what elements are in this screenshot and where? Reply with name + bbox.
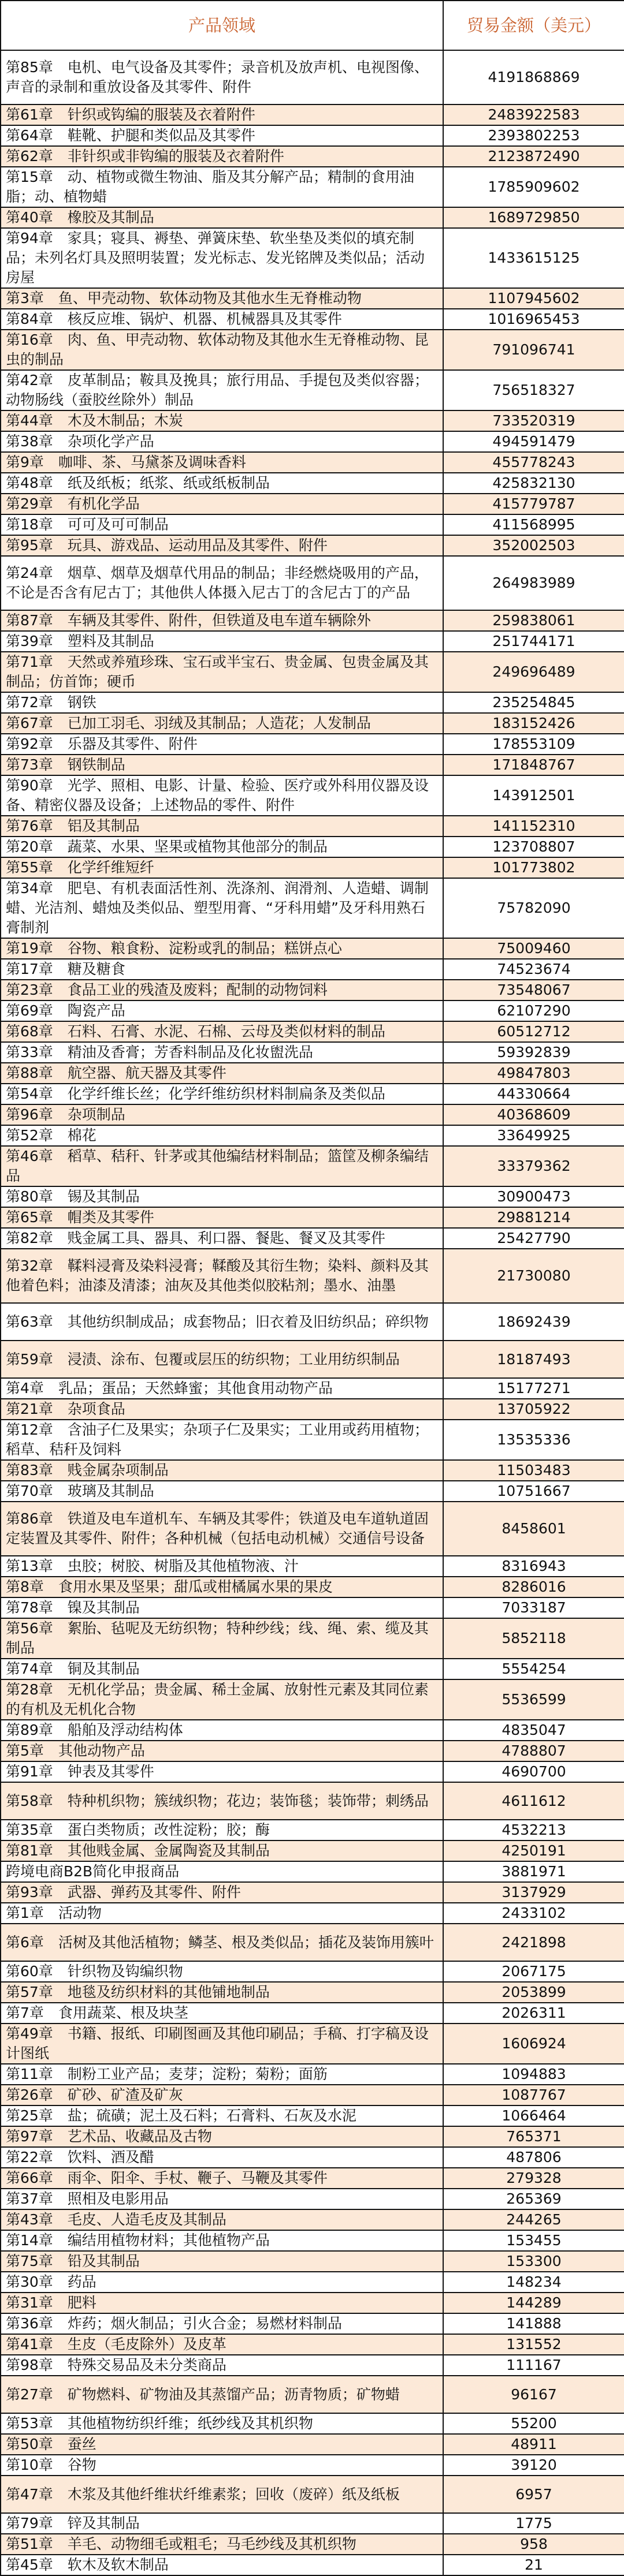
product-category-cell: 第83章 贱金属杂项制品 bbox=[1, 1460, 443, 1481]
table-row bbox=[1, 610, 624, 631]
table-row bbox=[1, 2293, 624, 2313]
product-category-cell: 第84章 核反应堆、锅炉、机器、机械器具及其零件 bbox=[1, 309, 443, 330]
product-category-cell: 第7章 食用蔬菜、根及块茎 bbox=[1, 2003, 443, 2024]
trade-amount-cell: 2393802253 bbox=[443, 125, 624, 146]
table-row bbox=[1, 1378, 624, 1399]
table-row bbox=[1, 1341, 624, 1378]
trade-amount-cell: 3881971 bbox=[443, 1861, 624, 1882]
trade-amount-cell: 235254845 bbox=[443, 692, 624, 713]
trade-amount-cell: 62107290 bbox=[443, 1000, 624, 1021]
product-category-cell: 第37章 照相及电影用品 bbox=[1, 2189, 443, 2209]
table-row bbox=[1, 2064, 624, 2085]
product-category-cell: 第25章 盐；硫磺；泥土及石料；石膏料、石灰及水泥 bbox=[1, 2105, 443, 2126]
product-category-cell: 第98章 特殊交易品及未分类商品 bbox=[1, 2355, 443, 2376]
trade-amount-cell: 249696489 bbox=[443, 652, 624, 692]
table-row bbox=[1, 1146, 624, 1186]
trade-amount-cell: 1689729850 bbox=[443, 207, 624, 228]
product-category-cell: 第42章 皮革制品；鞍具及挽具；旅行用品、手提包及类似容器；动物肠线（蚕胶丝除外）制品 bbox=[1, 370, 443, 410]
trade-amount-cell: 49847803 bbox=[443, 1063, 624, 1084]
table-row bbox=[1, 1924, 624, 1961]
trade-amount-cell: 2483922583 bbox=[443, 104, 624, 125]
table-row bbox=[1, 2313, 624, 2334]
table-row bbox=[1, 125, 624, 146]
table-row bbox=[1, 938, 624, 959]
table-row bbox=[1, 2334, 624, 2355]
trade-amount-cell: 1016965453 bbox=[443, 309, 624, 330]
trade-amount-cell: 143912501 bbox=[443, 775, 624, 816]
trade-amount-cell: 4611612 bbox=[443, 1782, 624, 1820]
product-category-cell: 第36章 炸药；烟火制品；引火合金；易燃材料制品 bbox=[1, 2313, 443, 2334]
table-row bbox=[1, 2455, 624, 2476]
table-row bbox=[1, 2230, 624, 2251]
table-row bbox=[1, 1556, 624, 1577]
table-row bbox=[1, 146, 624, 167]
table-row bbox=[1, 1618, 624, 1659]
product-category-cell: 第80章 锡及其制品 bbox=[1, 1186, 443, 1207]
product-category-cell: 第3章 鱼、甲壳动物、软体动物及其他水生无脊椎动物 bbox=[1, 288, 443, 309]
trade-amount-cell: 171848767 bbox=[443, 755, 624, 775]
trade-amount-cell: 13535336 bbox=[443, 1420, 624, 1460]
product-category-cell: 第91章 钟表及其零件 bbox=[1, 1761, 443, 1782]
trade-amount-cell: 101773802 bbox=[443, 857, 624, 878]
product-category-cell: 第22章 饮料、酒及醋 bbox=[1, 2147, 443, 2168]
trade-amount-cell: 59392839 bbox=[443, 1042, 624, 1063]
table-row bbox=[1, 452, 624, 473]
product-category-cell: 第54章 化学纤维长丝；化学纤维纺织材料制扁条及类似品 bbox=[1, 1084, 443, 1104]
trade-amount-cell: 1606924 bbox=[443, 2024, 624, 2064]
product-category-cell: 第48章 纸及纸板；纸浆、纸或纸板制品 bbox=[1, 473, 443, 494]
table-row bbox=[1, 2209, 624, 2230]
trade-amount-cell: 141888 bbox=[443, 2313, 624, 2334]
product-category-cell: 第9章 咖啡、茶、马黛茶及调味香料 bbox=[1, 452, 443, 473]
trade-amount-cell: 8286016 bbox=[443, 1577, 624, 1597]
trade-amount-cell: 5554254 bbox=[443, 1659, 624, 1679]
trade-amount-cell: 4191868869 bbox=[443, 50, 624, 104]
trade-amount-cell: 425832130 bbox=[443, 473, 624, 494]
table-row bbox=[1, 775, 624, 816]
table-row bbox=[1, 2534, 624, 2555]
table-row bbox=[1, 2147, 624, 2168]
trade-amount-cell: 21730080 bbox=[443, 1249, 624, 1303]
product-category-cell: 第74章 铜及其制品 bbox=[1, 1659, 443, 1679]
trade-amount-cell: 15177271 bbox=[443, 1378, 624, 1399]
trade-amount-cell: 153455 bbox=[443, 2230, 624, 2251]
trade-amount-cell: 2053899 bbox=[443, 1982, 624, 2003]
product-category-cell: 第71章 天然或养殖珍珠、宝石或半宝石、贵金属、包贵金属及其制品；仿首饰；硬币 bbox=[1, 652, 443, 692]
trade-amount-cell: 352002503 bbox=[443, 535, 624, 556]
trade-amount-cell: 264983989 bbox=[443, 556, 624, 610]
product-category-cell: 第93章 武器、弹药及其零件、附件 bbox=[1, 1882, 443, 1903]
product-category-cell: 第67章 已加工羽毛、羽绒及其制品；人造花；人发制品 bbox=[1, 713, 443, 734]
product-category-cell: 第87章 车辆及其零件、附件，但铁道及电车道车辆除外 bbox=[1, 610, 443, 631]
trade-amount-cell: 5536599 bbox=[443, 1679, 624, 1720]
product-category-cell: 第33章 精油及香膏；芳香料制品及化妆盥洗品 bbox=[1, 1042, 443, 1063]
product-category-cell: 第69章 陶瓷产品 bbox=[1, 1000, 443, 1021]
table-header bbox=[1, 1, 624, 50]
trade-amount-cell: 4835047 bbox=[443, 1720, 624, 1741]
trade-amount-cell: 40368609 bbox=[443, 1104, 624, 1125]
table-row bbox=[1, 288, 624, 309]
table-row bbox=[1, 1042, 624, 1063]
product-category-cell: 第14章 编结用植物材料；其他植物产品 bbox=[1, 2230, 443, 2251]
product-category-cell: 第58章 特种机织物；簇绒织物；花边；装饰毯；装饰带；刺绣品 bbox=[1, 1782, 443, 1820]
product-category-cell: 第17章 糖及糖食 bbox=[1, 959, 443, 980]
table-row bbox=[1, 2003, 624, 2024]
table-row bbox=[1, 878, 624, 938]
trade-amount-cell: 153300 bbox=[443, 2251, 624, 2272]
table-row bbox=[1, 1961, 624, 1982]
trade-amount-cell: 2067175 bbox=[443, 1961, 624, 1982]
table-row bbox=[1, 857, 624, 878]
product-category-cell: 第90章 光学、照相、电影、计量、检验、医疗或外科用仪器及设备、精密仪器及设备；上述物品的零件、附件 bbox=[1, 775, 443, 816]
table-row bbox=[1, 1659, 624, 1679]
product-category-cell: 第45章 软木及软木制品 bbox=[1, 2555, 443, 2575]
table-row bbox=[1, 2476, 624, 2513]
table-body bbox=[1, 50, 624, 2575]
table-row bbox=[1, 410, 624, 431]
table-row bbox=[1, 330, 624, 370]
trade-amount-cell: 13705922 bbox=[443, 1399, 624, 1420]
trade-amount-cell: 131552 bbox=[443, 2334, 624, 2355]
product-category-cell: 第11章 制粉工业产品；麦芽；淀粉；菊粉；面筋 bbox=[1, 2064, 443, 2085]
product-category-cell: 第31章 肥料 bbox=[1, 2293, 443, 2313]
trade-amount-cell: 111167 bbox=[443, 2355, 624, 2376]
trade-amount-cell: 11503483 bbox=[443, 1460, 624, 1481]
table-row bbox=[1, 2355, 624, 2376]
table-row bbox=[1, 2555, 624, 2575]
product-category-cell: 第19章 谷物、粮食粉、淀粉或乳的制品；糕饼点心 bbox=[1, 938, 443, 959]
product-category-cell: 第92章 乐器及其零件、附件 bbox=[1, 734, 443, 755]
table-row bbox=[1, 959, 624, 980]
table-row bbox=[1, 2085, 624, 2105]
product-category-cell: 第32章 鞣料浸膏及染料浸膏；鞣酸及其衍生物；染料、颜料及其他着色料；油漆及清漆；油灰及其他类似胶粘剂；墨水、油墨 bbox=[1, 1249, 443, 1303]
table-row bbox=[1, 2168, 624, 2189]
table-row bbox=[1, 1597, 624, 1618]
trade-amount-cell: 6957 bbox=[443, 2476, 624, 2513]
product-category-cell: 第5章 其他动物产品 bbox=[1, 1741, 443, 1761]
product-category-cell: 第72章 钢铁 bbox=[1, 692, 443, 713]
product-category-cell: 第66章 雨伞、阳伞、手杖、鞭子、马鞭及其零件 bbox=[1, 2168, 443, 2189]
trade-amount-cell: 1107945602 bbox=[443, 288, 624, 309]
product-category-cell: 第46章 稻草、秸秆、针茅或其他编结材料制品；篮筐及柳条编结品 bbox=[1, 1146, 443, 1186]
table-row bbox=[1, 2024, 624, 2064]
product-category-cell: 第82章 贱金属工具、器具、利口器、餐匙、餐叉及其零件 bbox=[1, 1228, 443, 1249]
trade-amount-cell: 756518327 bbox=[443, 370, 624, 410]
trade-amount-cell: 96167 bbox=[443, 2376, 624, 2413]
product-category-cell: 第1章 活动物 bbox=[1, 1903, 443, 1924]
product-category-cell: 第20章 蔬菜、水果、坚果或植物其他部分的制品 bbox=[1, 837, 443, 857]
trade-amount-cell: 29881214 bbox=[443, 1207, 624, 1228]
product-category-cell: 第86章 铁道及电车道机车、车辆及其零件；铁道及电车道轨道固定装置及其零件、附件；各种机械（包括电动机械）交通信号设备 bbox=[1, 1502, 443, 1556]
table-row bbox=[1, 1903, 624, 1924]
trade-amount-cell: 178553109 bbox=[443, 734, 624, 755]
trade-amount-cell: 60512712 bbox=[443, 1021, 624, 1042]
table-row bbox=[1, 1186, 624, 1207]
trade-amount-cell: 487806 bbox=[443, 2147, 624, 2168]
trade-amount-cell: 765371 bbox=[443, 2126, 624, 2147]
table-row bbox=[1, 370, 624, 410]
product-category-cell: 第62章 非针织或非钩编的服装及衣着附件 bbox=[1, 146, 443, 167]
trade-amount-cell: 8458601 bbox=[443, 1502, 624, 1556]
table-row bbox=[1, 1481, 624, 1502]
trade-amount-cell: 75009460 bbox=[443, 938, 624, 959]
product-category-cell: 第61章 针织或钩编的服装及衣着附件 bbox=[1, 104, 443, 125]
table-row bbox=[1, 1577, 624, 1597]
product-category-cell: 第47章 木浆及其他纤维状纤维素浆；回收（废碎）纸及纸板 bbox=[1, 2476, 443, 2513]
trade-amount-cell: 148234 bbox=[443, 2272, 624, 2293]
trade-amount-cell: 39120 bbox=[443, 2455, 624, 2476]
trade-amount-cell: 791096741 bbox=[443, 330, 624, 370]
trade-amount-cell: 30900473 bbox=[443, 1186, 624, 1207]
product-category-cell: 第59章 浸渍、涂布、包覆或层压的纺织物；工业用纺织制品 bbox=[1, 1341, 443, 1378]
trade-amount-cell: 4532213 bbox=[443, 1820, 624, 1840]
table-row bbox=[1, 1782, 624, 1820]
table-row bbox=[1, 1249, 624, 1303]
product-category-cell: 第85章 电机、电气设备及其零件；录音机及放声机、电视图像、声音的录制和重放设备及其零件、附件 bbox=[1, 50, 443, 104]
table-row bbox=[1, 816, 624, 837]
table-row bbox=[1, 1303, 624, 1341]
table-row bbox=[1, 1502, 624, 1556]
table-row bbox=[1, 431, 624, 452]
trade-amount-cell: 25427790 bbox=[443, 1228, 624, 1249]
product-category-cell: 第30章 药品 bbox=[1, 2272, 443, 2293]
trade-amount-cell: 2123872490 bbox=[443, 146, 624, 167]
product-category-cell: 第15章 动、植物或微生物油、脂及其分解产品；精制的食用油脂；动、植物蜡 bbox=[1, 167, 443, 207]
trade-amount-cell: 8316943 bbox=[443, 1556, 624, 1577]
table-row bbox=[1, 692, 624, 713]
table-row bbox=[1, 1820, 624, 1840]
table-row bbox=[1, 1125, 624, 1146]
product-category-cell: 第70章 玻璃及其制品 bbox=[1, 1481, 443, 1502]
product-category-cell: 第21章 杂项食品 bbox=[1, 1399, 443, 1420]
table-row bbox=[1, 2189, 624, 2209]
product-category-cell: 第13章 虫胶；树胶、树脂及其他植物液、汁 bbox=[1, 1556, 443, 1577]
trade-amount-cell: 2421898 bbox=[443, 1924, 624, 1961]
table-row bbox=[1, 2376, 624, 2413]
table-row bbox=[1, 980, 624, 1000]
table-row bbox=[1, 2126, 624, 2147]
product-category-cell: 第79章 锌及其制品 bbox=[1, 2513, 443, 2534]
product-category-cell: 第28章 无机化学品；贵金属、稀土金属、放射性元素及其同位素的有机及无机化合物 bbox=[1, 1679, 443, 1720]
table-row bbox=[1, 734, 624, 755]
trade-amount-cell: 73548067 bbox=[443, 980, 624, 1000]
table-row bbox=[1, 1720, 624, 1741]
table-row bbox=[1, 652, 624, 692]
trade-amount-cell: 33649925 bbox=[443, 1125, 624, 1146]
product-category-cell: 第51章 羊毛、动物细毛或粗毛；马毛纱线及其机织物 bbox=[1, 2534, 443, 2555]
table-row bbox=[1, 207, 624, 228]
table-row bbox=[1, 104, 624, 125]
trade-amount-cell: 7033187 bbox=[443, 1597, 624, 1618]
product-category-cell: 第27章 矿物燃料、矿物油及其蒸馏产品；沥青物质；矿物蜡 bbox=[1, 2376, 443, 2413]
trade-amount-cell: 265369 bbox=[443, 2189, 624, 2209]
trade-amount-cell: 415779787 bbox=[443, 494, 624, 514]
product-category-cell: 第26章 矿砂、矿渣及矿灰 bbox=[1, 2085, 443, 2105]
table-row bbox=[1, 1000, 624, 1021]
table-row bbox=[1, 2434, 624, 2455]
trade-amount-cell: 33379362 bbox=[443, 1146, 624, 1186]
product-category-cell: 第40章 橡胶及其制品 bbox=[1, 207, 443, 228]
header-row bbox=[1, 1, 624, 50]
trade-amount-cell: 2433102 bbox=[443, 1903, 624, 1924]
table-row bbox=[1, 535, 624, 556]
table-row bbox=[1, 1084, 624, 1104]
product-category-cell: 第96章 杂项制品 bbox=[1, 1104, 443, 1125]
product-category-cell: 第18章 可可及可可制品 bbox=[1, 514, 443, 535]
product-category-cell: 跨境电商B2B简化申报商品 bbox=[1, 1861, 443, 1882]
product-category-cell: 第16章 肉、鱼、甲壳动物、软体动物及其他水生无脊椎动物、昆虫的制品 bbox=[1, 330, 443, 370]
product-category-cell: 第64章 鞋靴、护腿和类似品及其零件 bbox=[1, 125, 443, 146]
trade-amount-cell: 141152310 bbox=[443, 816, 624, 837]
trade-amount-cell: 1433615125 bbox=[443, 228, 624, 288]
trade-amount-cell: 55200 bbox=[443, 2413, 624, 2434]
trade-amount-cell: 733520319 bbox=[443, 410, 624, 431]
product-category-cell: 第56章 絮胎、毡呢及无纺织物；特种纱线；线、绳、索、缆及其制品 bbox=[1, 1618, 443, 1659]
trade-amount-cell: 123708807 bbox=[443, 837, 624, 857]
table-row bbox=[1, 1460, 624, 1481]
product-category-cell: 第75章 铅及其制品 bbox=[1, 2251, 443, 2272]
table-row bbox=[1, 228, 624, 288]
product-category-cell: 第4章 乳品；蛋品；天然蜂蜜；其他食用动物产品 bbox=[1, 1378, 443, 1399]
trade-amount-cell: 2026311 bbox=[443, 2003, 624, 2024]
trade-amount-cell: 279328 bbox=[443, 2168, 624, 2189]
header-trade-amount: 贸易金额（美元） bbox=[443, 1, 624, 50]
product-category-cell: 第53章 其他植物纺织纤维；纸纱线及其机织物 bbox=[1, 2413, 443, 2434]
trade-amount-cell: 1087767 bbox=[443, 2085, 624, 2105]
product-category-cell: 第63章 其他纺织制成品；成套物品；旧衣着及旧纺织品；碎织物 bbox=[1, 1303, 443, 1341]
table-row bbox=[1, 514, 624, 535]
product-category-cell: 第49章 书籍、报纸、印刷图画及其他印刷品；手稿、打字稿及设计图纸 bbox=[1, 2024, 443, 2064]
table-row bbox=[1, 1840, 624, 1861]
product-category-cell: 第60章 针织物及钩编织物 bbox=[1, 1961, 443, 1982]
table-row bbox=[1, 631, 624, 652]
product-category-cell: 第34章 肥皂、有机表面活性剂、洗涤剂、润滑剂、人造蜡、调制蜡、光洁剂、蜡烛及类似品、塑型用膏、“牙科用蜡”及牙科用熟石膏制剂 bbox=[1, 878, 443, 938]
product-category-cell: 第76章 铝及其制品 bbox=[1, 816, 443, 837]
trade-amount-cell: 18187493 bbox=[443, 1341, 624, 1378]
product-category-cell: 第68章 石料、石膏、水泥、石棉、云母及类似材料的制品 bbox=[1, 1021, 443, 1042]
trade-amount-cell: 3137929 bbox=[443, 1882, 624, 1903]
trade-amount-cell: 183152426 bbox=[443, 713, 624, 734]
product-category-cell: 第24章 烟草、烟草及烟草代用品的制品；非经燃烧吸用的产品，不论是否含有尼古丁；其他供人体摄入尼古丁的含尼古丁的产品 bbox=[1, 556, 443, 610]
product-category-cell: 第39章 塑料及其制品 bbox=[1, 631, 443, 652]
table-row bbox=[1, 837, 624, 857]
trade-amount-cell: 1775 bbox=[443, 2513, 624, 2534]
product-category-cell: 第38章 杂项化学产品 bbox=[1, 431, 443, 452]
product-category-cell: 第35章 蛋白类物质；改性淀粉；胶；酶 bbox=[1, 1820, 443, 1840]
product-category-cell: 第81章 其他贱金属、金属陶瓷及其制品 bbox=[1, 1840, 443, 1861]
trade-amount-cell: 244265 bbox=[443, 2209, 624, 2230]
table-row bbox=[1, 1063, 624, 1084]
trade-amount-cell: 75782090 bbox=[443, 878, 624, 938]
table-row bbox=[1, 556, 624, 610]
table-row bbox=[1, 1420, 624, 1460]
product-category-cell: 第78章 镍及其制品 bbox=[1, 1597, 443, 1618]
table-row bbox=[1, 2105, 624, 2126]
trade-amount-cell: 411568995 bbox=[443, 514, 624, 535]
table-row bbox=[1, 1207, 624, 1228]
trade-amount-cell: 18692439 bbox=[443, 1303, 624, 1341]
table-row bbox=[1, 2513, 624, 2534]
product-category-cell: 第97章 艺术品、收藏品及古物 bbox=[1, 2126, 443, 2147]
product-category-cell: 第12章 含油子仁及果实；杂项子仁及果实；工业用或药用植物；稻草、秸秆及饲料 bbox=[1, 1420, 443, 1460]
product-category-cell: 第10章 谷物 bbox=[1, 2455, 443, 2476]
table-row bbox=[1, 1882, 624, 1903]
trade-amount-cell: 44330664 bbox=[443, 1084, 624, 1104]
table-row bbox=[1, 1104, 624, 1125]
trade-amount-cell: 259838061 bbox=[443, 610, 624, 631]
product-category-cell: 第57章 地毯及纺织材料的其他铺地制品 bbox=[1, 1982, 443, 2003]
product-category-cell: 第88章 航空器、航天器及其零件 bbox=[1, 1063, 443, 1084]
table-row bbox=[1, 1021, 624, 1042]
table-row bbox=[1, 309, 624, 330]
trade-amount-cell: 4788807 bbox=[443, 1741, 624, 1761]
trade-amount-cell: 1785909602 bbox=[443, 167, 624, 207]
table-row bbox=[1, 1399, 624, 1420]
trade-amount-cell: 144289 bbox=[443, 2293, 624, 2313]
trade-amount-cell: 494591479 bbox=[443, 431, 624, 452]
table-row bbox=[1, 2251, 624, 2272]
trade-amount-cell: 1066464 bbox=[443, 2105, 624, 2126]
table-row bbox=[1, 1228, 624, 1249]
table-row bbox=[1, 494, 624, 514]
trade-amount-cell: 48911 bbox=[443, 2434, 624, 2455]
trade-amount-cell: 4690700 bbox=[443, 1761, 624, 1782]
product-category-cell: 第23章 食品工业的残渣及废料；配制的动物饲料 bbox=[1, 980, 443, 1000]
table-row bbox=[1, 1861, 624, 1882]
trade-amount-cell: 74523674 bbox=[443, 959, 624, 980]
table-row bbox=[1, 1761, 624, 1782]
trade-amount-cell: 251744171 bbox=[443, 631, 624, 652]
table-row bbox=[1, 755, 624, 775]
table-row bbox=[1, 473, 624, 494]
table-row bbox=[1, 713, 624, 734]
product-category-cell: 第6章 活树及其他活植物；鳞茎、根及类似品；插花及装饰用簇叶 bbox=[1, 1924, 443, 1961]
trade-amount-cell: 1094883 bbox=[443, 2064, 624, 2085]
product-category-cell: 第52章 棉花 bbox=[1, 1125, 443, 1146]
product-category-cell: 第44章 木及木制品；木炭 bbox=[1, 410, 443, 431]
table-row bbox=[1, 167, 624, 207]
product-category-cell: 第73章 钢铁制品 bbox=[1, 755, 443, 775]
product-category-cell: 第95章 玩具、游戏品、运动用品及其零件、附件 bbox=[1, 535, 443, 556]
product-category-cell: 第50章 蚕丝 bbox=[1, 2434, 443, 2455]
product-category-cell: 第29章 有机化学品 bbox=[1, 494, 443, 514]
table-row bbox=[1, 1982, 624, 2003]
header-product-field: 产品领域 bbox=[1, 1, 443, 50]
trade-amount-cell: 455778243 bbox=[443, 452, 624, 473]
product-category-cell: 第65章 帽类及其零件 bbox=[1, 1207, 443, 1228]
table-row bbox=[1, 1679, 624, 1720]
product-category-cell: 第41章 生皮（毛皮除外）及皮革 bbox=[1, 2334, 443, 2355]
trade-amount-cell: 5852118 bbox=[443, 1618, 624, 1659]
table-row bbox=[1, 2272, 624, 2293]
trade-amount-cell: 21 bbox=[443, 2555, 624, 2575]
product-category-cell: 第94章 家具；寝具、褥垫、弹簧床垫、软坐垫及类似的填充制品；未列名灯具及照明装置；发光标志、发光铭牌及类似品；活动房屋 bbox=[1, 228, 443, 288]
product-category-cell: 第8章 食用水果及坚果；甜瓜或柑橘属水果的果皮 bbox=[1, 1577, 443, 1597]
table-row bbox=[1, 2413, 624, 2434]
product-category-cell: 第55章 化学纤维短纤 bbox=[1, 857, 443, 878]
trade-amount-cell: 10751667 bbox=[443, 1481, 624, 1502]
table-row bbox=[1, 50, 624, 104]
product-category-cell: 第43章 毛皮、人造毛皮及其制品 bbox=[1, 2209, 443, 2230]
trade-amount-cell: 958 bbox=[443, 2534, 624, 2555]
trade-amount-cell: 4250191 bbox=[443, 1840, 624, 1861]
product-category-cell: 第89章 船舶及浮动结构体 bbox=[1, 1720, 443, 1741]
table-row bbox=[1, 1741, 624, 1761]
